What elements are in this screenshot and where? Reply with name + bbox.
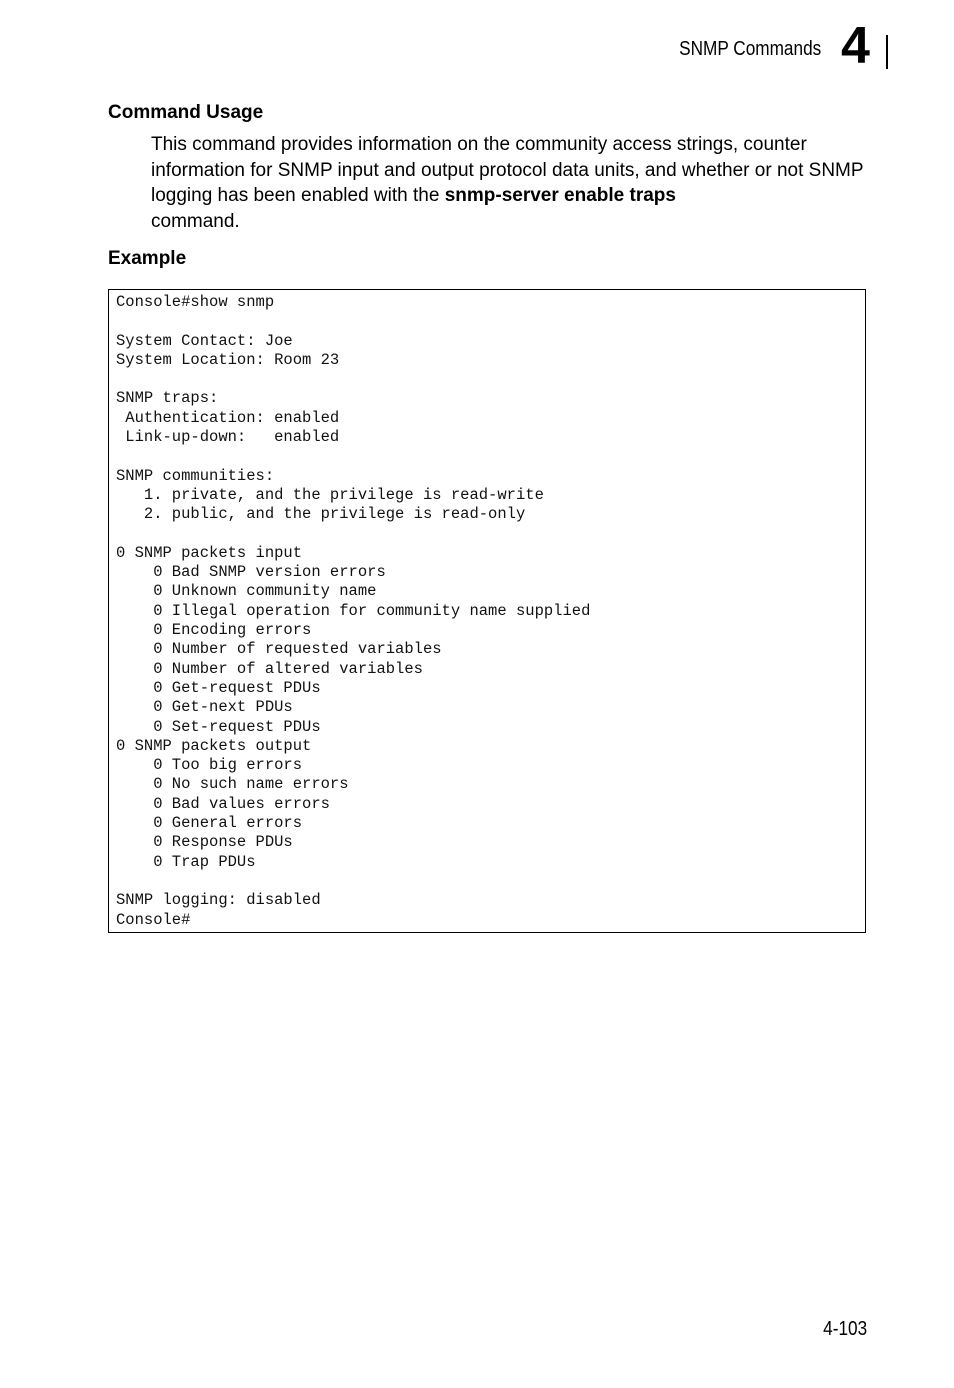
usage-text-after: command. <box>151 210 240 232</box>
example-heading: Example <box>108 248 187 269</box>
chapter-number: 4 <box>841 17 870 75</box>
usage-text-before: This command provides information on the community access strings, counter information for SNMP input and output protocol data units, and whether or not SNMP logging has been enabled with the <box>151 134 864 206</box>
command-usage-heading: Command Usage <box>108 102 264 123</box>
usage-bold-command: snmp-server enable traps <box>444 185 676 206</box>
running-header-title: SNMP Commands <box>678 38 821 60</box>
example-code-box <box>108 289 866 933</box>
chapter-divider <box>886 35 888 69</box>
example-code-listing: Console#show snmp System Contact: Joe System Location: Room 23 SNMP traps: Authentication: enabled Link-up-down: enabled SNMP communities: 1. private, and the privilege is read-write 2. public, and the privilege is read-only 0 SNMP packets input 0 Bad SNMP version errors 0 Unknown community name 0 Illegal operation for community name supplied 0 Encoding errors 0 Number of requested variables 0 Number of altered variables 0 Get-request PDUs 0 Get-next PDUs 0 Set-request PDUs 0 SNMP packets output 0 Too big errors 0 No such name errors 0 Bad values errors 0 General errors 0 Response PDUs 0 Trap PDUs SNMP logging: disabled Console# <box>116 293 591 929</box>
command-usage-paragraph <box>151 132 871 234</box>
page-number: 4-103 <box>823 1318 867 1340</box>
